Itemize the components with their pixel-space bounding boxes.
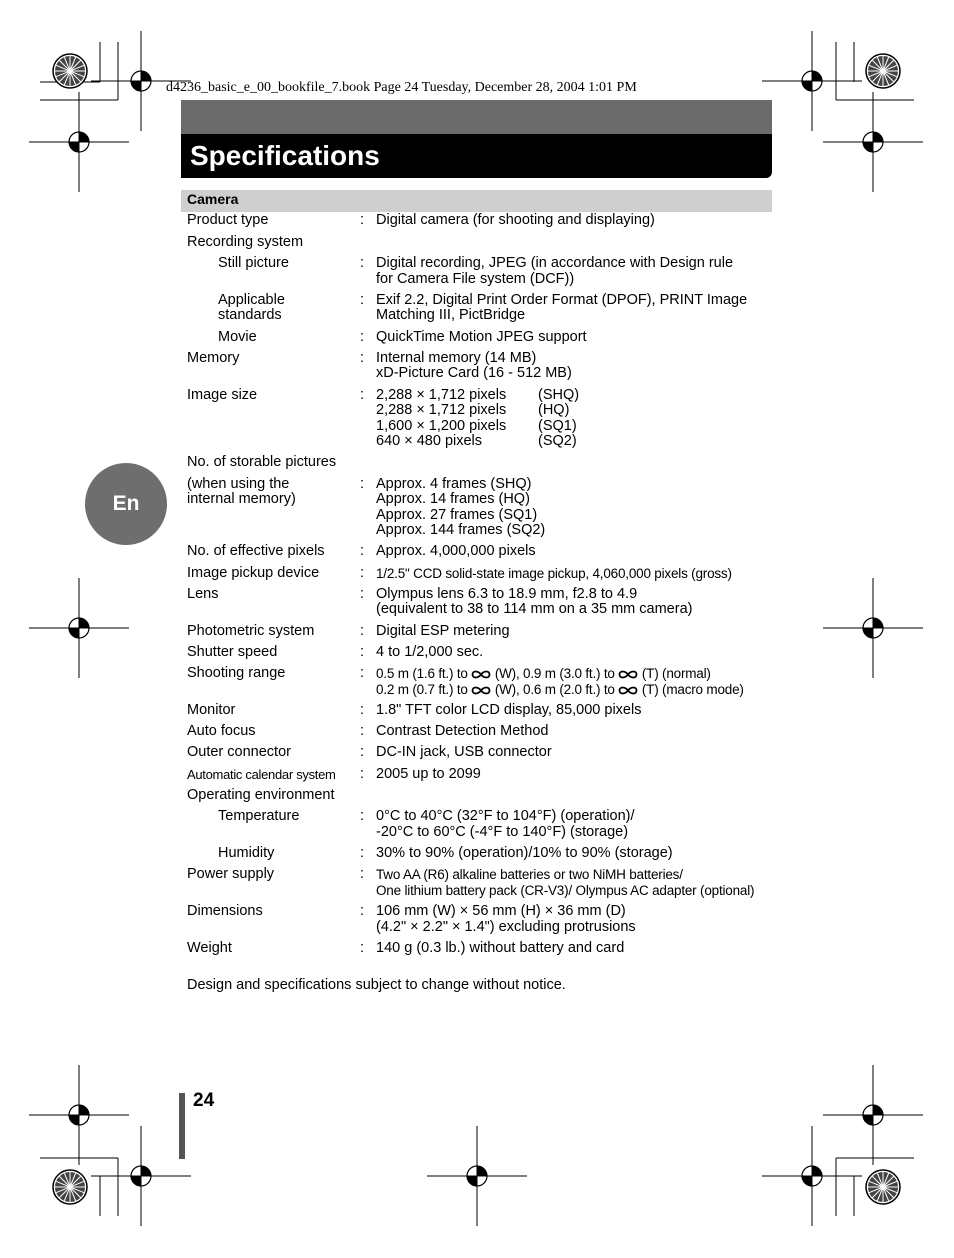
spec-value-humidity: 30% to 90% (operation)/10% to 90% (storage) [376, 845, 673, 861]
spec-label-internal-memory-2: internal memory) [187, 491, 296, 507]
page-number-bar [179, 1093, 185, 1159]
spec-value-power-2: One lithium battery pack (CR-V3)/ Olympus AC adapter (optional) [376, 883, 755, 898]
page-number: 24 [193, 1090, 215, 1111]
spec-colon: : [360, 329, 365, 345]
spec-colon: : [360, 350, 365, 366]
image-size-pixels: 2,288 × 1,712 pixels [376, 402, 507, 418]
spec-label-recording-system: Recording system [187, 234, 304, 250]
storable-frames-row: Approx. 14 frames (HQ) [376, 491, 530, 507]
spec-colon: : [360, 565, 365, 581]
spec-value-applicable-1: Exif 2.2, Digital Print Order Format (DPOF), PRINT Image [376, 292, 748, 308]
spec-value-power-1: Two AA (R6) alkaline batteries or two NiMH batteries/ [376, 867, 683, 882]
section-bar [181, 190, 772, 212]
spec-colon: : [360, 644, 365, 660]
shooting-range-macro [376, 682, 744, 698]
spec-label-auto-focus: Auto focus [187, 723, 256, 739]
image-size-row [376, 434, 577, 450]
spec-label-photometric: Photometric system [187, 623, 315, 639]
spec-label-storable-pictures: No. of storable pictures [187, 454, 337, 470]
shooting-range-normal [376, 666, 711, 682]
shooting-range-text: 0.2 m (0.7 ft.) to [376, 682, 468, 697]
image-size-row [376, 403, 569, 419]
section-heading: Camera [187, 191, 239, 207]
spec-colon: : [360, 845, 365, 861]
image-size-mode: (HQ) [538, 402, 570, 418]
spec-colon: : [360, 543, 365, 559]
spec-label-memory: Memory [187, 350, 240, 366]
spec-colon: : [360, 623, 365, 639]
shooting-range-text: (W), 0.6 m (2.0 ft.) to [494, 682, 615, 697]
image-size-mode: (SQ2) [538, 433, 577, 449]
spec-value-lens-1: Olympus lens 6.3 to 18.9 mm, f2.8 to 4.9 [376, 586, 638, 602]
spec-value-temperature-1: 0°C to 40°C (32°F to 104°F) (operation)/ [376, 808, 635, 824]
spec-colon: : [360, 940, 365, 956]
spec-value-memory-1: Internal memory (14 MB) [376, 350, 537, 366]
spec-label-applicable-1: Applicable [218, 292, 285, 308]
spec-colon: : [360, 808, 365, 824]
print-header-line: d4236_basic_e_00_bookfile_7.book Page 24 Tuesday, December 28, 2004 1:01 PM [166, 80, 637, 95]
spec-value-shutter: 4 to 1/2,000 sec. [376, 644, 484, 660]
spec-value-lens-2: (equivalent to 38 to 114 mm on a 35 mm camera) [376, 601, 693, 617]
spec-colon: : [360, 903, 365, 919]
spec-label-still-picture: Still picture [218, 255, 289, 271]
spec-label-applicable-2: standards [218, 307, 282, 323]
image-size-pixels: 2,288 × 1,712 pixels [376, 387, 507, 403]
spec-colon: : [360, 255, 365, 271]
spec-colon: : [360, 212, 365, 228]
spec-label-operating-environment: Operating environment [187, 787, 335, 803]
spec-label-image-size: Image size [187, 387, 258, 403]
spec-colon: : [360, 665, 365, 681]
storable-frames-row: Approx. 144 frames (SQ2) [376, 522, 546, 538]
spec-label-effective-pixels: No. of effective pixels [187, 543, 325, 559]
footer-note: Design and specifications subject to change without notice. [187, 977, 566, 993]
spec-label-power: Power supply [187, 866, 275, 882]
spec-value-effective-pixels: Approx. 4,000,000 pixels [376, 543, 536, 559]
spec-label-dimensions: Dimensions [187, 903, 263, 919]
spec-colon: : [360, 292, 365, 308]
spec-value-weight: 140 g (0.3 lb.) without battery and card [376, 940, 625, 956]
spec-label-shutter: Shutter speed [187, 644, 278, 660]
language-tab: En [85, 463, 167, 545]
spec-colon: : [360, 586, 365, 602]
spec-label-weight: Weight [187, 940, 232, 956]
infinity-icon [471, 670, 491, 679]
shooting-range-text: 0.5 m (1.6 ft.) to [376, 666, 468, 681]
spec-colon: : [360, 766, 365, 782]
title-bar-top [181, 100, 772, 134]
spec-value-pickup-device: 1/2.5" CCD solid-state image pickup, 4,060,000 pixels (gross) [376, 566, 732, 581]
spec-value-dimensions-1: 106 mm (W) × 56 mm (H) × 36 mm (D) [376, 903, 626, 919]
spec-value-applicable-2: Matching III, PictBridge [376, 307, 526, 323]
page-title: Specifications [190, 140, 380, 171]
spec-value-temperature-2: -20°C to 60°C (-4°F to 140°F) (storage) [376, 824, 629, 840]
spec-value-still-picture-2: for Camera File system (DCF)) [376, 271, 575, 287]
spec-value-photometric: Digital ESP metering [376, 623, 510, 639]
image-size-pixels: 1,600 × 1,200 pixels [376, 418, 507, 434]
spec-label-calendar: Automatic calendar system [187, 767, 336, 782]
storable-frames-row: Approx. 4 frames (SHQ) [376, 476, 532, 492]
shooting-range-text: (T) (normal) [641, 666, 711, 681]
image-size-mode: (SQ1) [538, 418, 577, 434]
spec-label-humidity: Humidity [218, 845, 275, 861]
storable-frames-row: Approx. 27 frames (SQ1) [376, 507, 538, 523]
infinity-icon [618, 686, 638, 695]
spec-colon: : [360, 702, 365, 718]
spec-value-outer-connector: DC-IN jack, USB connector [376, 744, 552, 760]
spec-value-product-type: Digital camera (for shooting and displaying) [376, 212, 655, 228]
spec-label-temperature: Temperature [218, 808, 300, 824]
spec-label-outer-connector: Outer connector [187, 744, 291, 760]
infinity-icon [618, 670, 638, 679]
spec-value-monitor: 1.8" TFT color LCD display, 85,000 pixels [376, 702, 642, 718]
image-size-pixels: 640 × 480 pixels [376, 433, 483, 449]
spec-value-still-picture-1: Digital recording, JPEG (in accordance with Design rule [376, 255, 734, 271]
shooting-range-text: (W), 0.9 m (3.0 ft.) to [494, 666, 615, 681]
image-size-mode: (SHQ) [538, 387, 580, 403]
spec-value-memory-2: xD-Picture Card (16 - 512 MB) [376, 365, 572, 381]
spec-colon: : [360, 866, 365, 882]
spec-value-calendar: 2005 up to 2099 [376, 766, 481, 782]
spec-colon: : [360, 723, 365, 739]
spec-label-lens: Lens [187, 586, 219, 602]
infinity-icon [471, 686, 491, 695]
spec-label-product-type: Product type [187, 212, 269, 228]
spec-label-shooting-range: Shooting range [187, 665, 286, 681]
shooting-range-text: (T) (macro mode) [641, 682, 744, 697]
spec-value-movie: QuickTime Motion JPEG support [376, 329, 587, 345]
spec-label-internal-memory-1: (when using the [187, 476, 290, 492]
spec-label-movie: Movie [218, 329, 257, 345]
spec-value-dimensions-2: (4.2" × 2.2" × 1.4") excluding protrusions [376, 919, 636, 935]
spec-colon: : [360, 476, 365, 492]
spec-colon: : [360, 387, 365, 403]
spec-label-monitor: Monitor [187, 702, 236, 718]
spec-value-auto-focus: Contrast Detection Method [376, 723, 549, 739]
spec-label-pickup-device: Image pickup device [187, 565, 320, 581]
spec-colon: : [360, 744, 365, 760]
